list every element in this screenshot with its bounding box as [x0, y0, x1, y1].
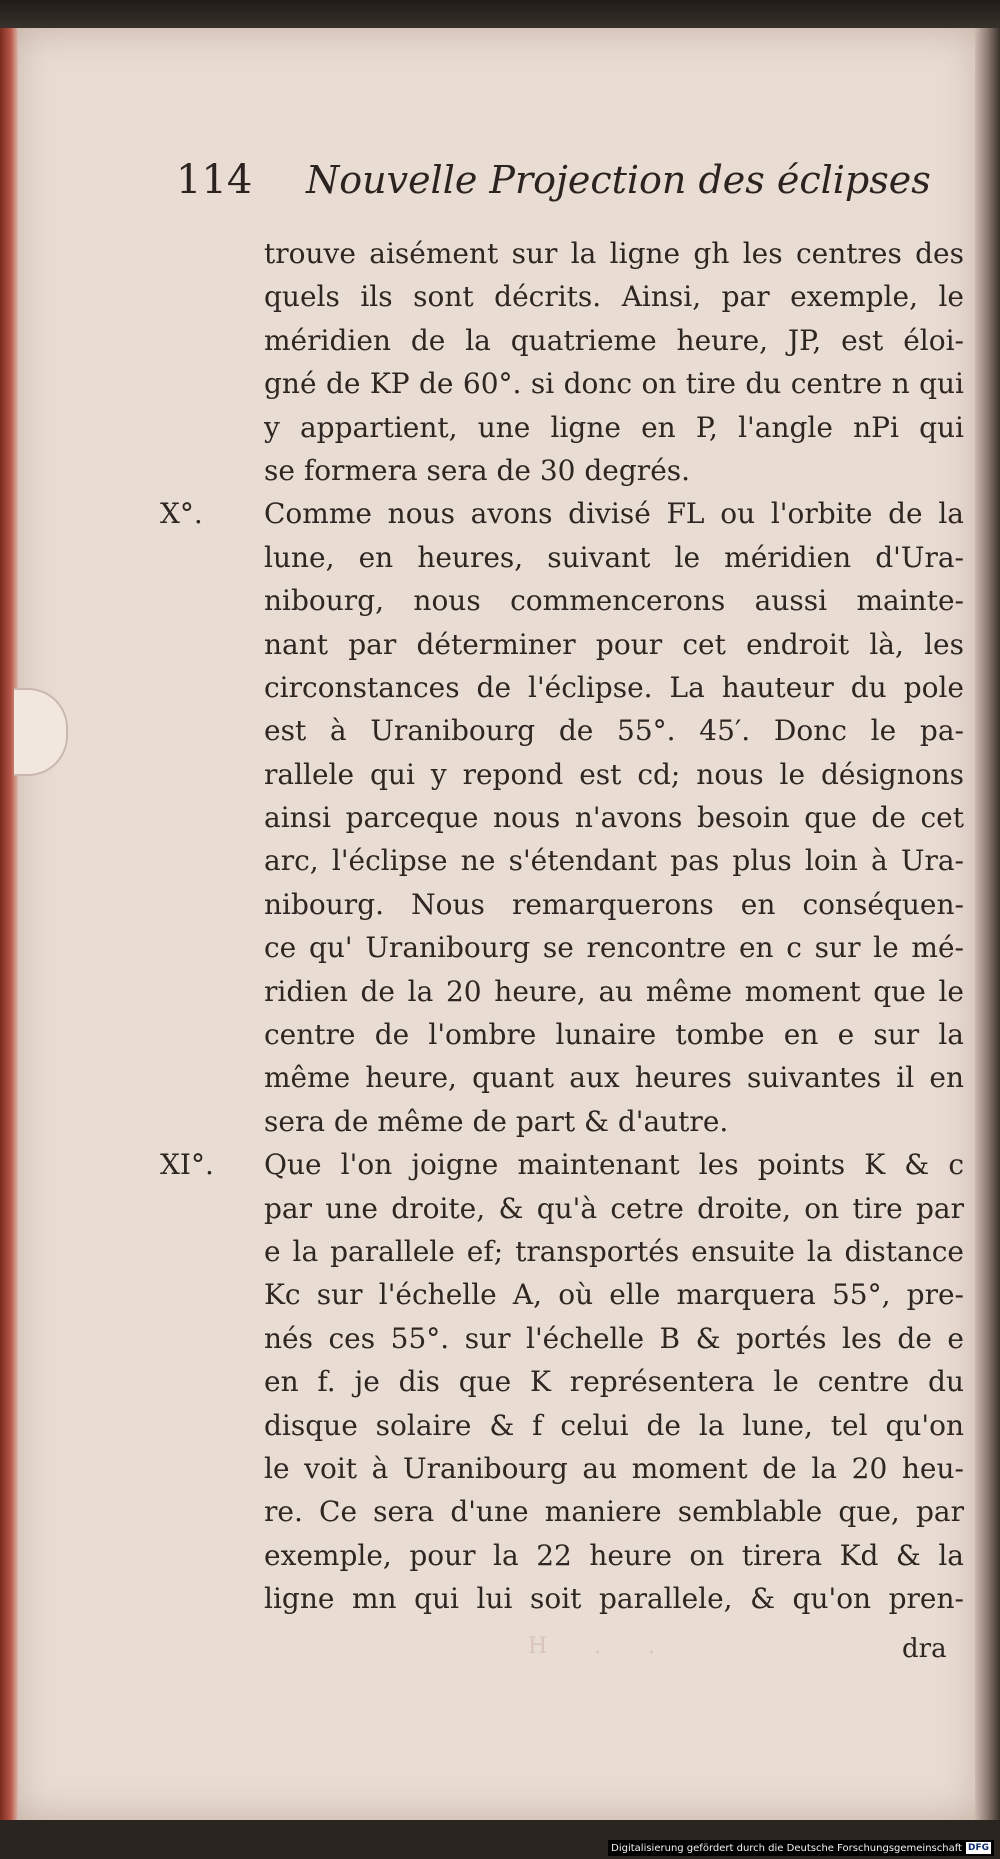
text-line: [160, 1230, 980, 1273]
line-text: circonstances de l'éclipse. La hauteur du pole: [264, 670, 964, 704]
line-text: sera de même de part & d'autre.: [264, 1104, 729, 1138]
text-line: [160, 1490, 980, 1533]
text-line: [160, 536, 980, 579]
text-line: [160, 449, 980, 492]
line-text: re. Ce sera d'une maniere semblable que, par: [264, 1495, 964, 1529]
text-line: [160, 623, 980, 666]
line-text: arc, l'éclipse ne s'étendant pas plus loin à Ura-: [264, 844, 964, 878]
text-line: [160, 1404, 980, 1447]
line-text: nés ces 55°. sur l'échelle B & portés les de e: [264, 1321, 964, 1355]
text-line: [160, 1273, 980, 1316]
page-number: 114: [176, 157, 253, 203]
text-line: [160, 492, 980, 535]
line-text: rallele qui y repond est cd; nous le désignons: [264, 757, 964, 791]
text-line: [160, 1187, 980, 1230]
text-line: [160, 796, 980, 839]
line-text: quels ils sont décrits. Ainsi, par exemple, le: [264, 280, 964, 314]
text-line: [160, 753, 980, 796]
section-marker: X°.: [160, 497, 203, 531]
text-line: [160, 1577, 980, 1620]
line-text: centre de l'ombre lunaire tombe en e sur la: [264, 1018, 964, 1052]
text-line: [160, 1143, 980, 1186]
running-title: Nouvelle Projection des éclipses: [306, 158, 931, 202]
page-header: [176, 150, 931, 210]
line-text: ainsi parceque nous n'avons besoin que de cet: [264, 801, 964, 835]
text-line: [160, 1056, 980, 1099]
line-text: nibourg, nous commencerons aussi mainte-: [264, 584, 964, 618]
text-line: [160, 883, 980, 926]
text-line: [160, 406, 980, 449]
line-text: même heure, quant aux heures suivantes il en: [264, 1061, 964, 1095]
text-line: [160, 709, 980, 752]
section-marker: XI°.: [160, 1148, 214, 1182]
text-line: [160, 1100, 980, 1143]
line-text: ligne mn qui lui soit parallele, & qu'on pren-: [264, 1582, 964, 1616]
line-text: méridien de la quatrieme heure, JP, est éloi-: [264, 323, 964, 357]
line-text: nant par déterminer pour cet endroit là, les: [264, 627, 964, 661]
line-text: par une droite, & qu'à cetre droite, on tire par: [264, 1191, 964, 1225]
scan-top-border: [0, 0, 1000, 30]
text-line: [160, 970, 980, 1013]
text-line: [160, 362, 980, 405]
line-text: Comme nous avons divisé FL ou l'orbite de la: [264, 497, 964, 531]
text-line: [160, 275, 980, 318]
line-text: lune, en heures, suivant le méridien d'Ura-: [264, 540, 964, 574]
catchword: dra: [902, 1634, 947, 1664]
line-text: gné de KP de 60°. si donc on tire du centre n qui: [264, 367, 964, 401]
line-text: en f. je dis que K représentera le centre du: [264, 1365, 964, 1399]
text-line: [160, 1317, 980, 1360]
line-text: disque solaire & f celui de la lune, tel qu'on: [264, 1408, 964, 1442]
text-line: [160, 232, 980, 275]
text-line: [160, 1534, 980, 1577]
text-line: [160, 1360, 980, 1403]
dfg-logo: DFG: [967, 1843, 989, 1853]
page-edge-left: [0, 28, 18, 1820]
text-line: [160, 1013, 980, 1056]
line-text: y appartient, une ligne en P, l'angle nPi qui: [264, 410, 964, 444]
text-line: [160, 666, 980, 709]
text-line: [160, 839, 980, 882]
body-text: [160, 232, 980, 1621]
text-line: [160, 926, 980, 969]
line-text: est à Uranibourg de 55°. 45′. Donc le pa-: [264, 714, 964, 748]
line-text: le voit à Uranibourg au moment de la 20 heu-: [264, 1451, 964, 1485]
line-text: nibourg. Nous remarquerons en conséquen-: [264, 887, 964, 921]
text-line: [160, 579, 980, 622]
text-line: [160, 319, 980, 362]
bleed-through-marks: H . .: [528, 1634, 676, 1659]
credit-text: Digitalisierung gefördert durch die Deutsche Forschungsgemeinschaft: [611, 1842, 962, 1854]
line-text: se formera sera de 30 degrés.: [264, 453, 691, 487]
line-text: e la parallele ef; transportés ensuite la distance: [264, 1234, 964, 1268]
digitization-credit: [608, 1840, 994, 1856]
line-text: exemple, pour la 22 heure on tirera Kd & la: [264, 1538, 964, 1572]
text-line: [160, 1447, 980, 1490]
line-text: trouve aisément sur la ligne gh les centres des: [264, 237, 964, 270]
line-text: Kc sur l'échelle A, où elle marquera 55°, pre-: [264, 1278, 964, 1312]
line-text: Que l'on joigne maintenant les points K & c: [264, 1148, 964, 1182]
line-text: ridien de la 20 heure, au même moment que le: [264, 974, 964, 1008]
line-text: ce qu' Uranibourg se rencontre en c sur le mé-: [264, 931, 964, 965]
